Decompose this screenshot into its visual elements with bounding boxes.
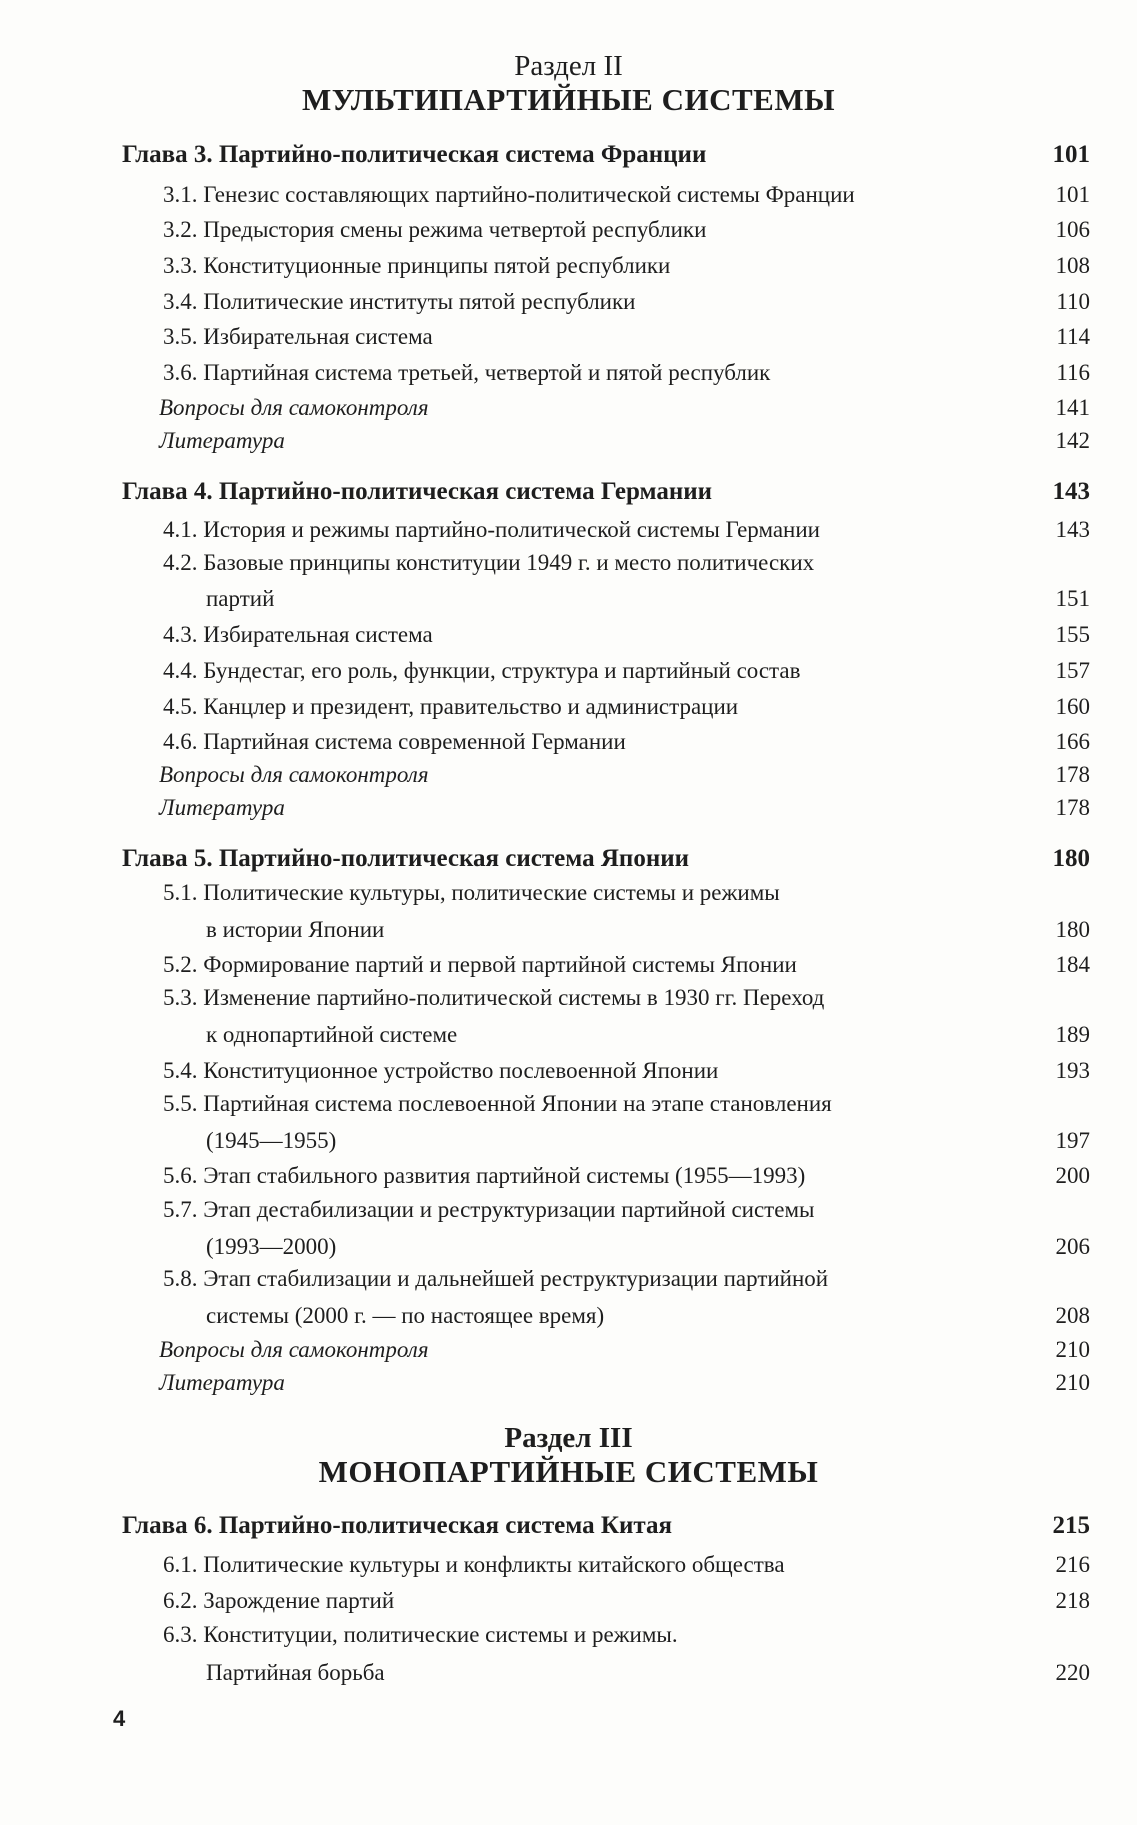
dot-leader xyxy=(674,1524,1050,1534)
item-title: Литература xyxy=(159,795,285,820)
chapter-title: Глава 6. Партийно-политическая система Китая xyxy=(122,1512,673,1539)
dot-leader xyxy=(720,1068,1053,1078)
toc-item xyxy=(159,758,1090,788)
item-title-continued: к однопартийной системе xyxy=(206,1022,458,1047)
item-title: Избирательная система xyxy=(203,324,433,349)
item-title: Конституционное устройство послевоенной Японии xyxy=(203,1058,719,1083)
dot-leader xyxy=(740,704,1053,714)
toc-item xyxy=(159,1333,1090,1363)
toc-item xyxy=(163,213,1090,243)
toc-chapter xyxy=(122,137,1090,169)
item-title: Политические культуры, политические системы и режимы xyxy=(203,880,780,905)
item-number: 4.2. xyxy=(163,550,198,575)
item-number: 5.2. xyxy=(163,952,198,977)
page-ref: 143 xyxy=(1055,517,1090,542)
page-ref: 210 xyxy=(1055,1337,1090,1362)
page-ref: 110 xyxy=(1056,289,1090,314)
toc-item xyxy=(159,791,1090,821)
toc-item xyxy=(206,1299,1090,1329)
dot-leader xyxy=(628,739,1054,749)
item-number: 4.1. xyxy=(163,517,198,542)
dot-leader xyxy=(691,857,1050,867)
toc-item xyxy=(159,1366,1090,1396)
page-ref: 206 xyxy=(1055,1234,1090,1259)
chapter-title: Глава 4. Партийно-политическая система Германии xyxy=(122,478,713,505)
item-number: 4.6. xyxy=(163,729,198,754)
item-title: Базовые принципы конституции 1949 г. и место политических xyxy=(203,550,815,575)
dot-leader xyxy=(435,334,1055,344)
item-number: 5.6. xyxy=(163,1163,198,1188)
section-heading xyxy=(0,50,1137,118)
item-title: Политические институты пятой республики xyxy=(203,289,636,314)
page-ref: 116 xyxy=(1056,360,1090,385)
page-ref: 160 xyxy=(1055,694,1090,719)
page-ref: 155 xyxy=(1055,622,1090,647)
chapter-title: Глава 5. Партийно-политическая система Японии xyxy=(122,845,690,872)
page-ref: 210 xyxy=(1055,1370,1090,1395)
item-number: 5.7. xyxy=(163,1197,198,1222)
toc-item xyxy=(163,1054,1090,1084)
item-number: 4.4. xyxy=(163,658,198,683)
toc-item-first-line xyxy=(163,1622,678,1652)
page-ref: 178 xyxy=(1055,795,1090,820)
toc-item xyxy=(206,582,1090,612)
item-title: Вопросы для самоконтроля xyxy=(159,395,429,420)
dot-leader xyxy=(287,805,1054,815)
toc-item xyxy=(206,1656,1090,1686)
page-ref: 106 xyxy=(1055,217,1090,242)
toc-item xyxy=(163,356,1090,386)
page-ref: 184 xyxy=(1055,952,1090,977)
item-title-continued: Партийная борьба xyxy=(206,1660,385,1685)
toc-item xyxy=(159,424,1090,454)
dot-leader xyxy=(338,1138,1053,1148)
item-title-continued: в истории Японии xyxy=(206,917,385,942)
page-ref: 200 xyxy=(1055,1163,1090,1188)
item-number: 6.3. xyxy=(163,1622,198,1647)
dot-leader xyxy=(396,1598,1053,1608)
toc-item xyxy=(163,1584,1090,1614)
dot-leader xyxy=(459,1032,1053,1042)
item-title: Предыстория смены режима четвертой республики xyxy=(203,217,707,242)
item-title: Бундестаг, его роль, функции, структура и партийный состав xyxy=(203,658,801,683)
page-ref: 101 xyxy=(1052,141,1090,168)
item-title-continued: (1993—2000) xyxy=(206,1234,337,1259)
page-ref: 197 xyxy=(1055,1128,1090,1153)
item-title: Зарождение партий xyxy=(203,1588,395,1613)
page-ref: 157 xyxy=(1055,658,1090,683)
item-title-continued: системы (2000 г. — по настоящее время) xyxy=(206,1303,605,1328)
section-number: Раздел II xyxy=(514,50,623,82)
toc-item xyxy=(163,285,1090,315)
item-title: Изменение партийно-политической системы в 1930 гг. Переход xyxy=(203,985,825,1010)
item-title: Конституционные принципы пятой республики xyxy=(203,253,671,278)
toc-item-first-line xyxy=(163,880,780,910)
page-ref: 178 xyxy=(1055,762,1090,787)
toc-item-first-line xyxy=(163,1197,814,1227)
item-number: 3.6. xyxy=(163,360,198,385)
toc-item xyxy=(163,690,1090,720)
toc-item xyxy=(206,1124,1090,1154)
item-title: Политические культуры и конфликты китайского общества xyxy=(203,1552,785,1577)
toc-item-first-line xyxy=(163,985,824,1015)
item-number: 5.4. xyxy=(163,1058,198,1083)
dot-leader xyxy=(807,1173,1053,1183)
page-ref: 189 xyxy=(1055,1022,1090,1047)
item-title: Партийная система послевоенной Японии на этапе становления xyxy=(203,1091,832,1116)
item-title: Партийная система третьей, четвертой и пятой республик xyxy=(203,360,771,385)
dot-leader xyxy=(799,962,1054,972)
page-ref: 220 xyxy=(1055,1660,1090,1685)
section-title: МУЛЬТИПАРТИЙНЫЕ СИСТЕМЫ xyxy=(301,82,836,117)
item-number: 5.1. xyxy=(163,880,198,905)
page-ref: 114 xyxy=(1056,324,1090,349)
item-title: Литература xyxy=(159,428,285,453)
item-title: Генезис составляющих партийно-политической системы Франции xyxy=(203,182,855,207)
dot-leader xyxy=(386,927,1053,937)
toc-item-first-line xyxy=(163,550,814,580)
dot-leader xyxy=(708,153,1050,163)
item-number: 3.3. xyxy=(163,253,198,278)
toc-item xyxy=(163,948,1090,978)
item-title: Формирование партий и первой партийной системы Японии xyxy=(203,952,797,977)
item-number: 5.8. xyxy=(163,1266,198,1291)
toc-item xyxy=(163,1548,1090,1578)
toc-item xyxy=(159,391,1090,421)
page-ref: 101 xyxy=(1055,182,1090,207)
item-title: Этап стабилизации и дальнейшей реструктуризации партийной xyxy=(203,1266,829,1291)
dot-leader xyxy=(287,1380,1054,1390)
page-ref: 143 xyxy=(1052,478,1090,505)
page-ref: 193 xyxy=(1055,1058,1090,1083)
dot-leader xyxy=(787,1562,1054,1572)
item-title: Канцлер и президент, правительство и администрации xyxy=(203,694,739,719)
toc-item xyxy=(163,249,1090,279)
section-number: Раздел III xyxy=(504,1422,633,1454)
dot-leader xyxy=(387,1670,1054,1680)
item-number: 5.5. xyxy=(163,1091,198,1116)
item-number: 3.2. xyxy=(163,217,198,242)
page-ref: 218 xyxy=(1055,1588,1090,1613)
page-ref: 141 xyxy=(1055,395,1090,420)
toc-item xyxy=(163,654,1090,684)
toc-item xyxy=(163,513,1090,543)
item-number: 6.1. xyxy=(163,1552,198,1577)
page-ref: 208 xyxy=(1055,1303,1090,1328)
toc-chapter xyxy=(122,841,1090,873)
page-ref: 216 xyxy=(1055,1552,1090,1577)
item-number: 3.4. xyxy=(163,289,198,314)
dot-leader xyxy=(606,1313,1053,1323)
toc-chapter xyxy=(122,1508,1090,1540)
toc-item xyxy=(163,725,1090,755)
page-ref: 142 xyxy=(1055,428,1090,453)
item-title: Конституции, политические системы и режимы. xyxy=(203,1622,678,1647)
item-title: История и режимы партийно-политической системы Германии xyxy=(203,517,820,542)
toc-item-first-line xyxy=(163,1266,828,1296)
dot-leader xyxy=(287,438,1054,448)
toc-item xyxy=(206,1018,1090,1048)
item-title: Литература xyxy=(159,1370,285,1395)
page-ref: 108 xyxy=(1055,253,1090,278)
dot-leader xyxy=(822,527,1054,537)
item-title: Вопросы для самоконтроля xyxy=(159,1337,429,1362)
page-ref: 180 xyxy=(1055,917,1090,942)
dot-leader xyxy=(276,596,1053,606)
dot-leader xyxy=(714,490,1050,500)
toc-item xyxy=(163,618,1090,648)
section-heading xyxy=(0,1422,1137,1490)
section-title: МОНОПАРТИЙНЫЕ СИСТЕМЫ xyxy=(318,1454,819,1489)
dot-leader xyxy=(637,299,1054,309)
dot-leader xyxy=(431,772,1054,782)
item-number: 3.5. xyxy=(163,324,198,349)
item-number: 5.3. xyxy=(163,985,198,1010)
page-ref: 215 xyxy=(1052,1512,1090,1539)
toc-chapter xyxy=(122,474,1090,506)
item-title: Этап дестабилизации и реструктуризации партийной системы xyxy=(203,1197,815,1222)
page-ref: 151 xyxy=(1055,586,1090,611)
dot-leader xyxy=(802,668,1053,678)
item-title-continued: (1945—1955) xyxy=(206,1128,337,1153)
page-number: 4 xyxy=(113,1706,126,1731)
dot-leader xyxy=(338,1244,1053,1254)
dot-leader xyxy=(431,1347,1054,1357)
dot-leader xyxy=(672,263,1053,273)
toc-item xyxy=(163,178,1090,208)
item-number: 6.2. xyxy=(163,1588,198,1613)
toc-item xyxy=(206,1230,1090,1260)
item-title-continued: партий xyxy=(206,586,275,611)
dot-leader xyxy=(435,632,1054,642)
dot-leader xyxy=(431,405,1054,415)
item-number: 3.1. xyxy=(163,182,198,207)
dot-leader xyxy=(772,370,1054,380)
toc-item-first-line xyxy=(163,1091,832,1121)
item-title: Партийная система современной Германии xyxy=(203,729,626,754)
item-number: 4.5. xyxy=(163,694,198,719)
toc-item xyxy=(163,320,1090,350)
toc-item xyxy=(206,913,1090,943)
chapter-title: Глава 3. Партийно-политическая система Франции xyxy=(122,141,707,168)
toc-item xyxy=(163,1159,1090,1189)
item-number: 4.3. xyxy=(163,622,198,647)
item-title: Этап стабильного развития партийной системы (1955—1993) xyxy=(203,1163,806,1188)
item-title: Избирательная система xyxy=(203,622,433,647)
page-ref: 166 xyxy=(1055,729,1090,754)
dot-leader xyxy=(857,192,1054,202)
item-title: Вопросы для самоконтроля xyxy=(159,762,429,787)
dot-leader xyxy=(708,227,1053,237)
page-ref: 180 xyxy=(1052,845,1090,872)
